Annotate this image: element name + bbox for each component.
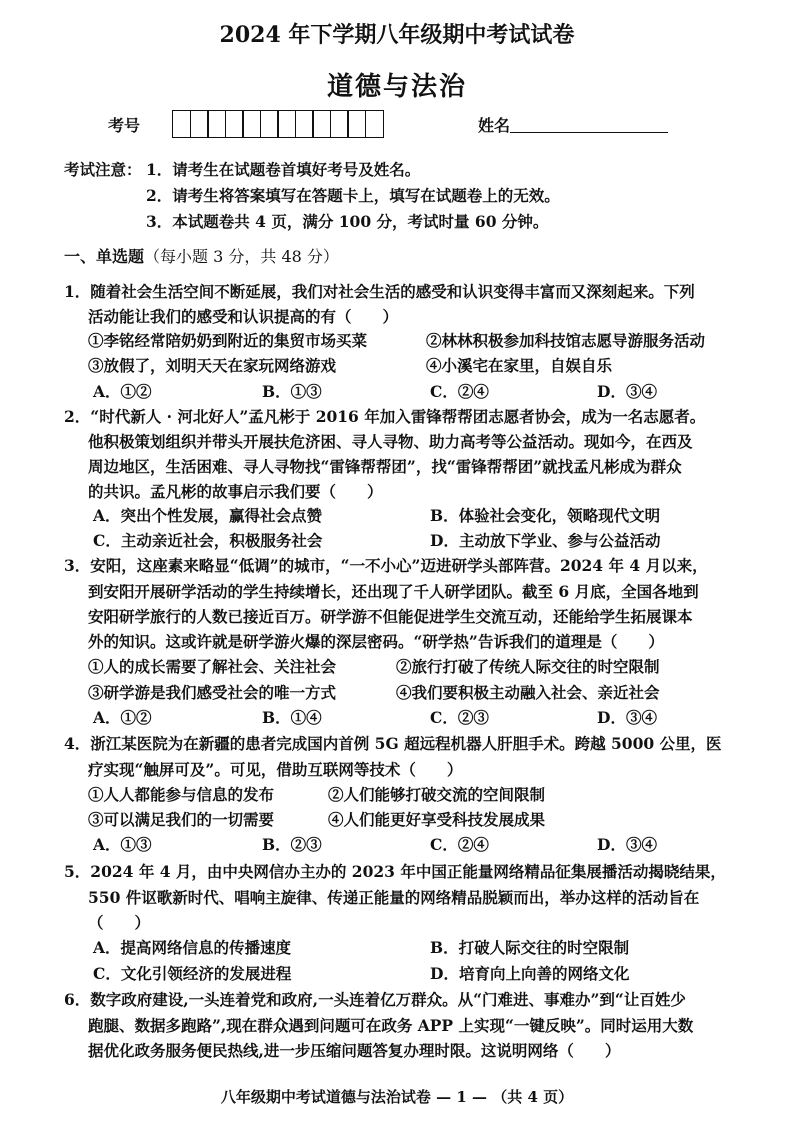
option[interactable]: A．①② bbox=[93, 708, 152, 727]
option[interactable]: B．①④ bbox=[262, 708, 322, 727]
statement: ②人们能够打破交流的空间限制 bbox=[328, 785, 546, 804]
exam-no-boxes[interactable] bbox=[172, 110, 382, 138]
question-line: 550 件讴歌新时代、唱响主旋律、传递正能量的网络精品脱颖而出，举办这样的活动旨在 bbox=[88, 888, 700, 907]
option[interactable]: A．提高网络信息的传播速度 bbox=[93, 938, 292, 957]
exam-no-box[interactable] bbox=[242, 110, 261, 138]
option[interactable]: B．打破人际交往的时空限制 bbox=[430, 938, 630, 957]
statement: ④我们要积极主动融入社会、亲近社会 bbox=[396, 683, 660, 702]
question-line: 他积极策划组织并带头开展扶危济困、寻人寻物、助力高考等公益活动。现如今，在西及 bbox=[88, 432, 693, 451]
statement: ①李铭经常陪奶奶到附近的集贸市场买菜 bbox=[88, 331, 368, 350]
statement: ④小溪宅在家里，自娱自乐 bbox=[426, 356, 613, 375]
question-line: 活动能让我们的感受和认识提高的有（ ） bbox=[88, 307, 399, 326]
option[interactable]: D．③④ bbox=[597, 708, 657, 727]
statement: ④人们能更好享受科技发展成果 bbox=[328, 810, 546, 829]
option[interactable]: D．③④ bbox=[597, 382, 657, 401]
option[interactable]: B．①③ bbox=[262, 382, 322, 401]
option[interactable]: C．②④ bbox=[430, 382, 489, 401]
question-line: 疗实现“触屏可及”。可见，借助互联网等技术（ ） bbox=[88, 760, 463, 779]
exam-no-box[interactable] bbox=[312, 110, 331, 138]
option[interactable]: C．文化引领经济的发展进程 bbox=[93, 964, 292, 983]
question-line: 3．安阳，这座素来略显“低调”的城市，“一不小心”迈进研学头部阵营。2024 年 4 月以来， bbox=[64, 556, 708, 575]
option[interactable]: B．②③ bbox=[262, 835, 322, 854]
page-footer: 八年级期中考试道德与法治试卷 — 1 — （共 4 页） bbox=[220, 1088, 574, 1106]
statement: ②林林积极参加科技馆志愿导游服务活动 bbox=[426, 331, 706, 350]
question-line: 据优化政务服务便民热线,进一步压缩问题答复办理时限。这说明网络（ ） bbox=[88, 1041, 621, 1060]
exam-no-box[interactable] bbox=[295, 110, 314, 138]
option[interactable]: D．培育向上向善的网络文化 bbox=[430, 964, 630, 983]
exam-no-box[interactable] bbox=[277, 110, 296, 138]
option[interactable]: D．③④ bbox=[597, 835, 657, 854]
exam-no-box[interactable] bbox=[365, 110, 384, 138]
exam-no-box[interactable] bbox=[190, 110, 209, 138]
statement: ③放假了，刘明天天在家玩网络游戏 bbox=[88, 356, 337, 375]
option[interactable]: A．①③ bbox=[93, 835, 152, 854]
exam-no-box[interactable] bbox=[347, 110, 366, 138]
subject-title: 道德与法治 bbox=[326, 72, 467, 102]
notice-item: 2．请考生将答案填写在答题卡上，填写在试题卷上的无效。 bbox=[146, 186, 560, 205]
question-line: 6．数字政府建设,一头连着党和政府,一头连着亿万群众。从“门难进、事难办”到“让百姓少 bbox=[64, 990, 686, 1009]
statement: ③可以满足我们的一切需要 bbox=[88, 810, 275, 829]
name-field[interactable] bbox=[510, 132, 668, 133]
question-line: 周边地区，生活困难、寻人寻物找“雷锋帮帮团”，找“雷锋帮帮团”就找孟凡彬成为群众 bbox=[88, 457, 682, 476]
question-line: 1．随着社会生活空间不断延展，我们对社会生活的感受和认识变得丰富而又深刻起来。下列 bbox=[64, 282, 695, 301]
id-row bbox=[108, 110, 708, 140]
notice-item: 1．请考生在试题卷首填好考号及姓名。 bbox=[146, 160, 421, 179]
section-title: 一、单选题 bbox=[64, 247, 145, 266]
question-line: （ ） bbox=[88, 913, 151, 932]
option[interactable]: A．突出个性发展，赢得社会点赞 bbox=[93, 506, 323, 525]
exam-no-box[interactable] bbox=[260, 110, 279, 138]
name-label: 姓名 bbox=[478, 116, 511, 135]
question-line: 5．2024 年 4 月，由中央网信办主办的 2023 年中国正能量网络精品征集展播活动揭晓结果， bbox=[64, 862, 726, 881]
question-line: 2．“时代新人 · 河北好人”孟凡彬于 2016 年加入雷锋帮帮团志愿者协会，成为一名志愿者。 bbox=[64, 407, 706, 426]
notice-label: 考试注意： bbox=[64, 160, 142, 179]
statement: ①人人都能参与信息的发布 bbox=[88, 785, 275, 804]
section-heading bbox=[64, 244, 339, 267]
exam-no-box[interactable] bbox=[330, 110, 349, 138]
section-note: （每小题 3 分，共 48 分） bbox=[144, 247, 339, 266]
question-line: 4．浙江某医院为在新疆的患者完成国内首例 5G 超远程机器人肝胆手术。跨越 5000 公里，医 bbox=[64, 734, 722, 753]
exam-no-box[interactable] bbox=[225, 110, 244, 138]
option[interactable]: A．①② bbox=[93, 382, 152, 401]
option[interactable]: C．②④ bbox=[430, 835, 489, 854]
exam-title: 2024 年下学期八年级期中考试试卷 bbox=[219, 22, 575, 48]
exam-no-label: 考号 bbox=[108, 116, 141, 135]
notice-item: 3．本试题卷共 4 页，满分 100 分，考试时量 60 分钟。 bbox=[146, 212, 549, 231]
question-line: 跑腿、数据多跑路”,现在群众遇到问题可在政务 APP 上实现“一键反映”。同时运用大数 bbox=[88, 1016, 694, 1035]
question-line: 外的知识。这或许就是研学游火爆的深层密码。“研学热”告诉我们的道理是（ ） bbox=[88, 632, 664, 651]
question-line: 到安阳开展研学活动的学生持续增长，还出现了千人研学团队。截至 6 月底，全国各地到 bbox=[88, 582, 699, 601]
option[interactable]: C．主动亲近社会，积极服务社会 bbox=[93, 531, 323, 550]
statement: ③研学游是我们感受社会的唯一方式 bbox=[88, 683, 337, 702]
exam-no-box[interactable] bbox=[172, 110, 191, 138]
statement: ①人的成长需要了解社会、关注社会 bbox=[88, 657, 337, 676]
question-line: 的共识。孟凡彬的故事启示我们要（ ） bbox=[88, 482, 383, 501]
question-line: 安阳研学旅行的人数已接近百万。研学游不但能促进学生交流互动，还能给学生拓展课本 bbox=[88, 607, 693, 626]
option[interactable]: D．主动放下学业、参与公益活动 bbox=[430, 531, 661, 550]
option[interactable]: C．②③ bbox=[430, 708, 489, 727]
statement: ②旅行打破了传统人际交往的时空限制 bbox=[396, 657, 660, 676]
exam-no-box[interactable] bbox=[207, 110, 226, 138]
option[interactable]: B．体验社会变化，领略现代文明 bbox=[430, 506, 661, 525]
